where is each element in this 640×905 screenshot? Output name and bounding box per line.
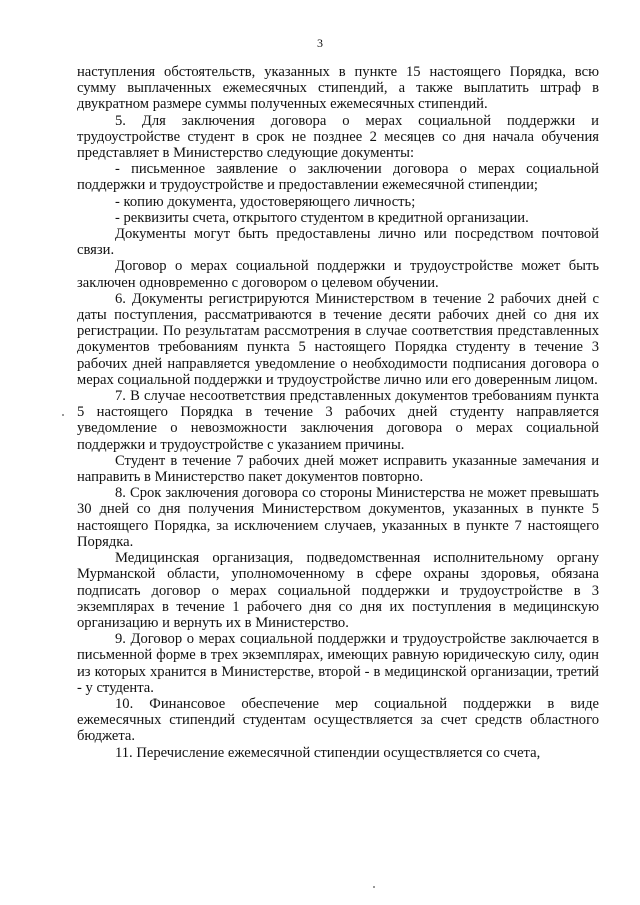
paragraph-contract-concurrent: Договор о мерах социальной поддержки и трудоустройстве может быть заключен одновременно с договором о целевом обучении. — [77, 258, 599, 291]
list-item-application: - письменное заявление о заключении договора о мерах социальной поддержки и трудоустройстве и предоставлении ежемесячной стипендии; — [77, 161, 599, 194]
paragraph-item-8: 8. Срок заключения договора со стороны Министерства не может превышать 30 дней со дня получения Министерством документов, указанных в пункте 5 настоящего Порядка, за исключением случаев, указанных в пункте 7 настоящего Порядка. — [77, 485, 599, 550]
document-body — [77, 64, 599, 761]
paragraph-resubmission: Студент в течение 7 рабочих дней может исправить указанные замечания и направить в Министерство пакет документов повторно. — [77, 452, 599, 486]
paragraph-item-9: 9. Договор о мерах социальной поддержки и трудоустройстве заключается в письменной форме в трех экземплярах, имеющих равную юридическую силу, один из которых хранится в Министерстве, второй - в медицинской организации, третий - у студента. — [77, 631, 599, 696]
page-number: 3 — [317, 36, 323, 50]
paragraph-item-5: 5. Для заключения договора о мерах социальной поддержки и трудоустройстве студент в срок не позднее 2 месяцев со дня начала обучения представляет в Министерство следующие документы: — [77, 112, 599, 162]
scan-speck — [373, 886, 375, 888]
paragraph-continuation: наступления обстоятельств, указанных в пункте 15 настоящего Порядка, всю сумму выплаченных ежемесячных стипендий, а также выплатить штраф в двукратном размере суммы полученных ежемесячных стипендий. — [77, 64, 599, 113]
scan-speck — [62, 414, 64, 416]
paragraph-submission-method: Документы могут быть предоставлены лично или посредством почтовой связи. — [77, 226, 599, 259]
paragraph-item-7: 7. В случае несоответствия представленных документов требованиям пункта 5 настоящего Порядка в течение 3 рабочих дней студенту направляется уведомление о невозможности заключения договора о мерах социальной поддержки и трудоустройстве с указанием причины. — [77, 388, 599, 453]
paragraph-item-11: 11. Перечисление ежемесячной стипендии осуществляется со счета, — [115, 744, 541, 761]
paragraph-medical-organization: Медицинская организация, подведомственная исполнительному органу Мурманской области, уполномоченному в сфере охраны здоровья, обязана подписать договор о мерах социальной поддержки и трудоустройстве в 3 экземплярах в течение 1 рабочего дня со дня их поступления в медицинскую организацию и вернуть их в Министерство. — [77, 550, 599, 631]
paragraph-item-6: 6. Документы регистрируются Министерством в течение 2 рабочих дней с даты поступления, рассматриваются в течение десяти рабочих дней со дня их регистрации. По результатам рассмотрения в случае соответствия представленных документов требованиям пункта 5 настоящего Порядка студенту в течение 3 рабочих дней направляется уведомление о необходимости подписания договора о мерах социальной поддержки и трудоустройстве лично или его доверенным лицом. — [77, 290, 599, 388]
list-item-bank-details: - реквизиты счета, открытого студентом в кредитной организации. — [115, 209, 529, 226]
paragraph-item-10: 10. Финансовое обеспечение мер социальной поддержки в виде ежемесячных стипендий студентам осуществляется за счет средств областного бюджета. — [77, 695, 599, 745]
list-item-id-copy: - копию документа, удостоверяющего личность; — [115, 193, 416, 210]
